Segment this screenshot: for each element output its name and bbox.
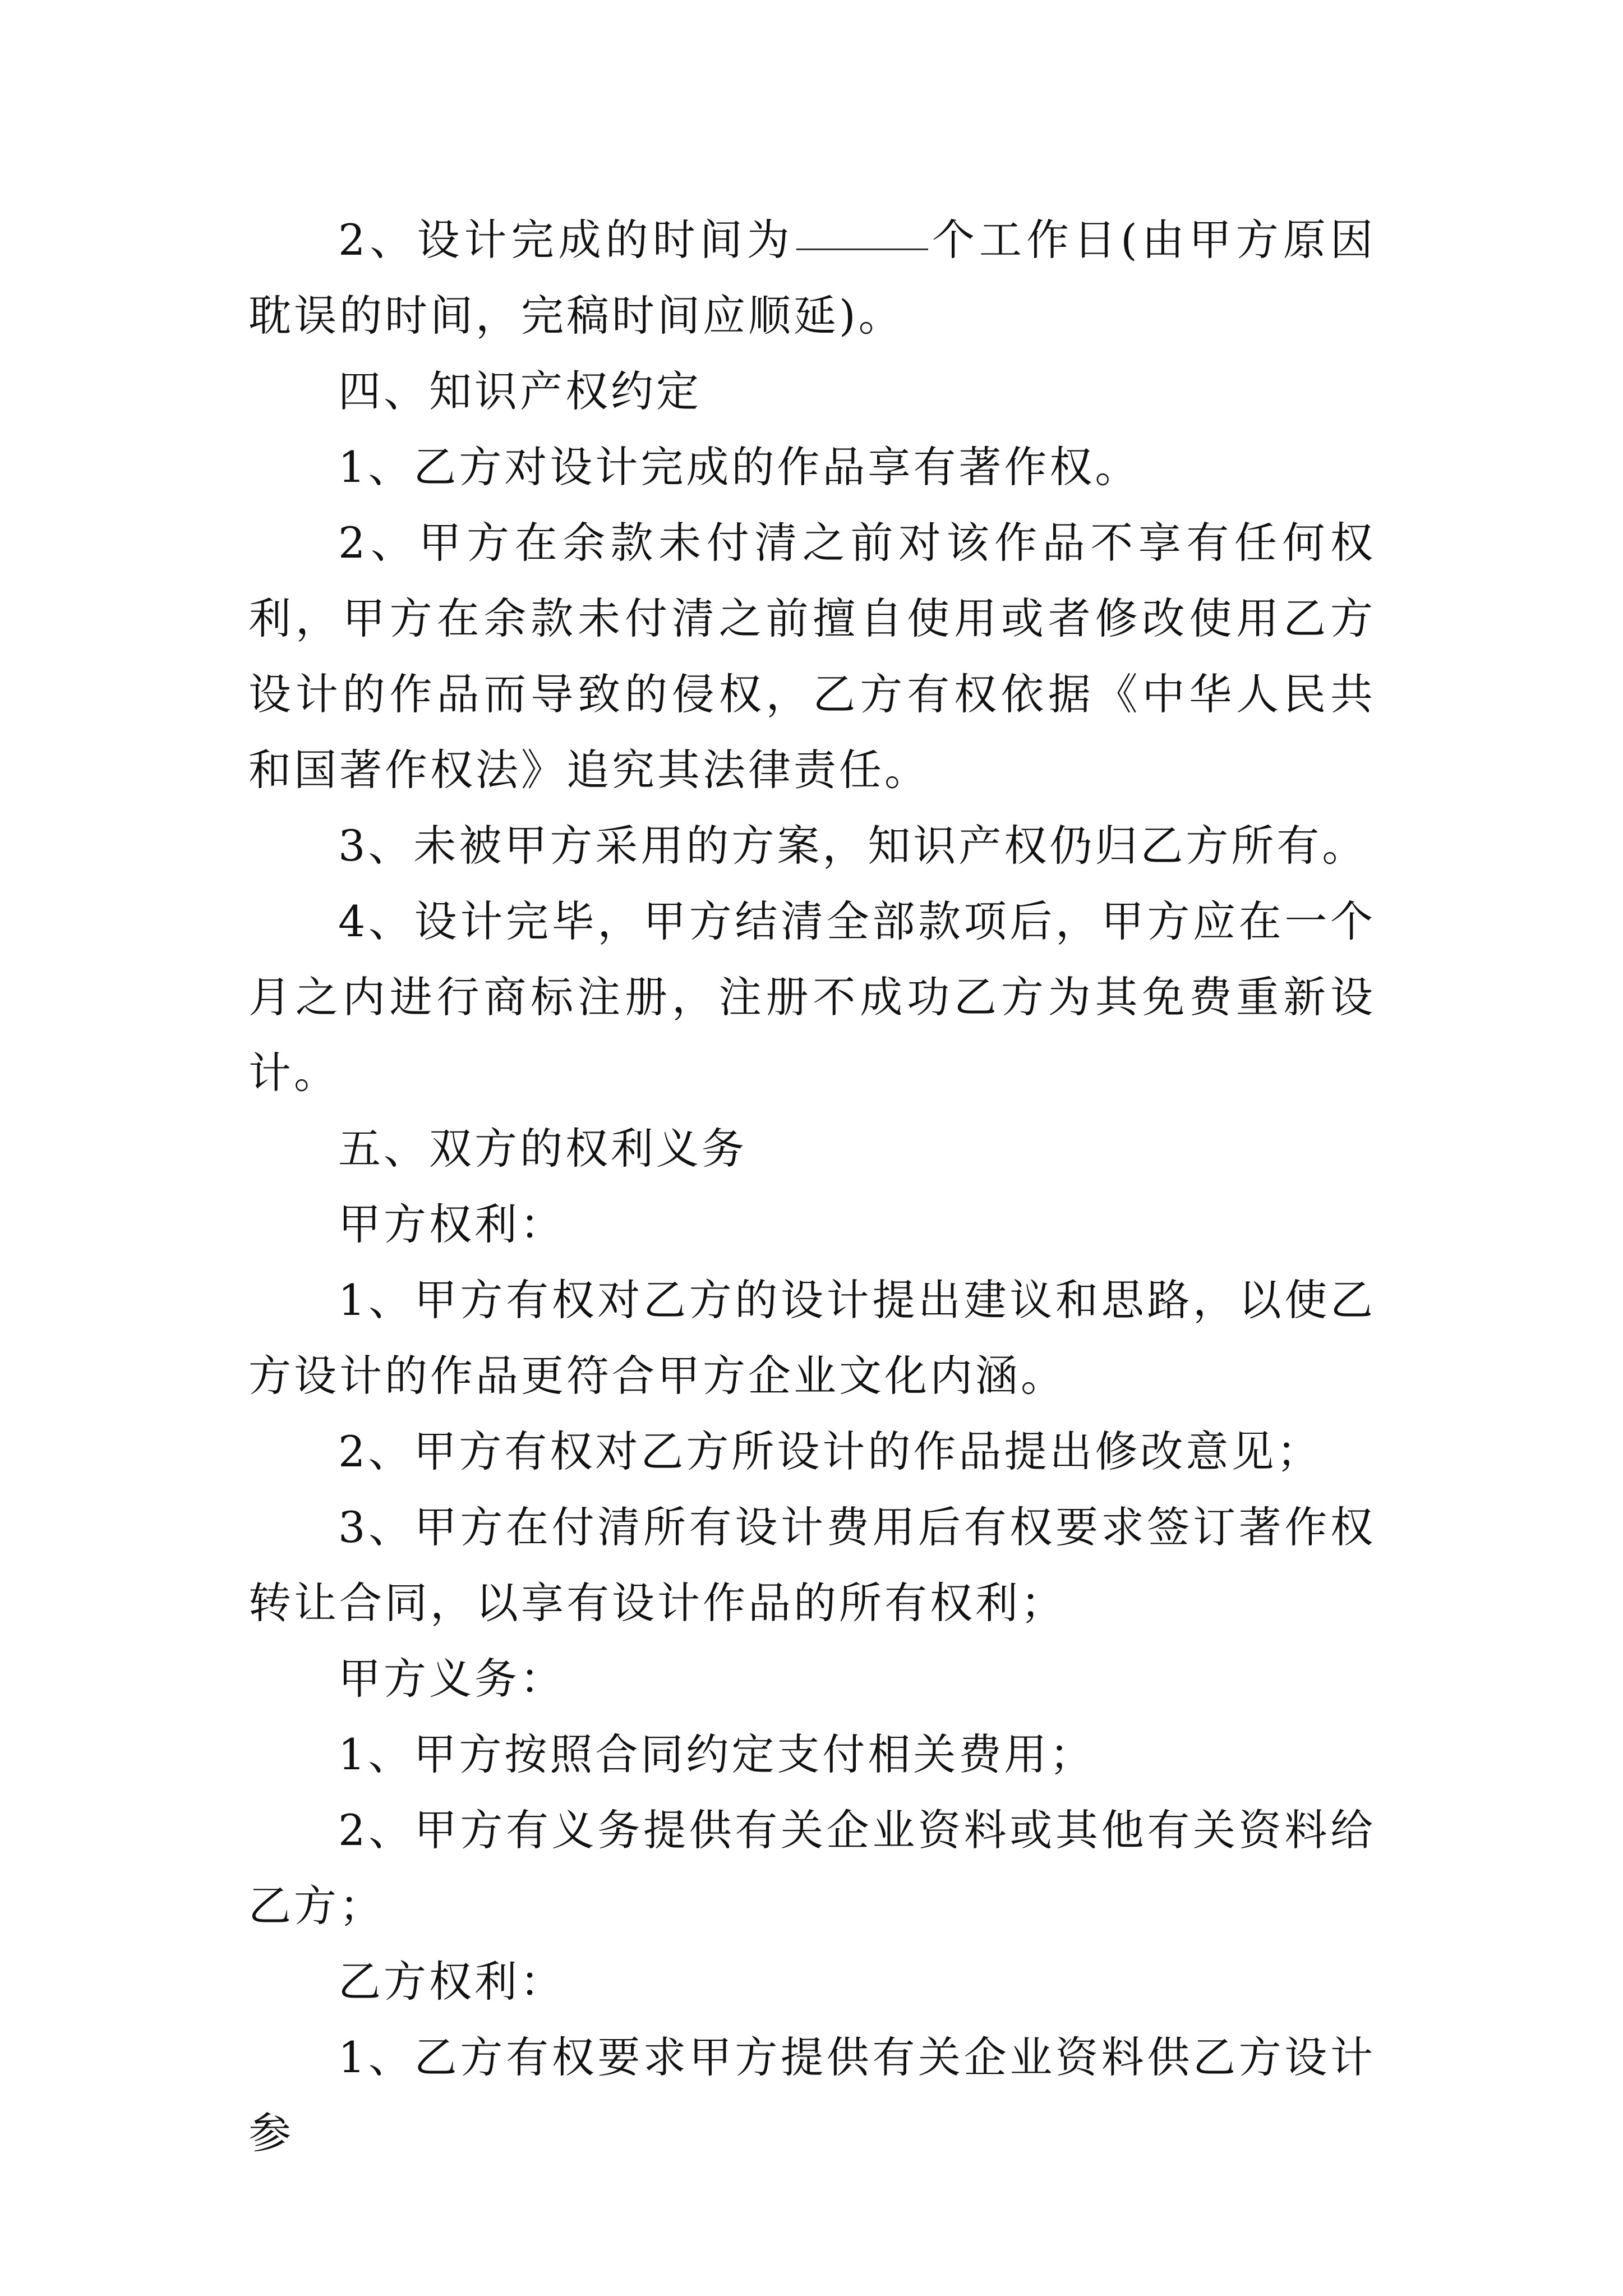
completion-time-text-after: 个工作日(由甲方原因耽误的时间，完稿时间应顺延)。 xyxy=(248,215,1376,341)
paragraph: 1、甲方按照合同约定支付相关费用； xyxy=(338,1729,1095,1779)
paragraph: 1、乙方对设计完成的作品享有著作权。 xyxy=(338,442,1141,492)
paragraph: 2、甲方有权对乙方所设计的作品提出修改意见； xyxy=(338,1427,1322,1476)
completion-time-text-before: 2、设计完成的时间为 xyxy=(338,215,794,265)
paragraph: 3、甲方在付清所有设计费用后有权要求签订著作权转让合同，以享有设计作品的所有权利； xyxy=(248,1502,1376,1628)
paragraph: 1、甲方有权对乙方的设计提出建议和思路，以使乙方设计的作品更符合甲方企业文化内涵。 xyxy=(248,1275,1376,1401)
subheading-party-b-rights: 乙方权利： xyxy=(338,1957,565,2007)
paragraph: 1、乙方有权要求甲方提供有关企业资料供乙方设计参 xyxy=(248,2032,1376,2158)
paragraph: 4、设计完毕，甲方结清全部款项后，甲方应在一个月之内进行商标注册，注册不成功乙方为其免费重新设计。 xyxy=(248,896,1376,1098)
paragraph: 2、甲方有义务提供有关企业资料或其他有关资料给乙方； xyxy=(248,1805,1376,1931)
section-heading-ip: 四、知识产权约定 xyxy=(338,366,702,416)
paragraph-completion-time xyxy=(248,202,1376,353)
working-days-blank xyxy=(796,248,928,250)
subheading-party-a-rights: 甲方权利： xyxy=(338,1199,565,1249)
section-heading-rights-obligations: 五、双方的权利义务 xyxy=(338,1124,747,1174)
subheading-party-a-obligations: 甲方义务： xyxy=(338,1654,565,1704)
paragraph: 3、未被甲方采用的方案，知识产权仍归乙方所有。 xyxy=(338,821,1368,871)
paragraph: 2、甲方在余款未付清之前对该作品不享有任何权利，甲方在余款未付清之前擅自使用或者修改使用乙方设计的作品而导致的侵权，乙方有权依据《中华人民共和国著作权法》追究其法律责任。 xyxy=(248,518,1376,795)
document-body xyxy=(248,202,1376,2171)
